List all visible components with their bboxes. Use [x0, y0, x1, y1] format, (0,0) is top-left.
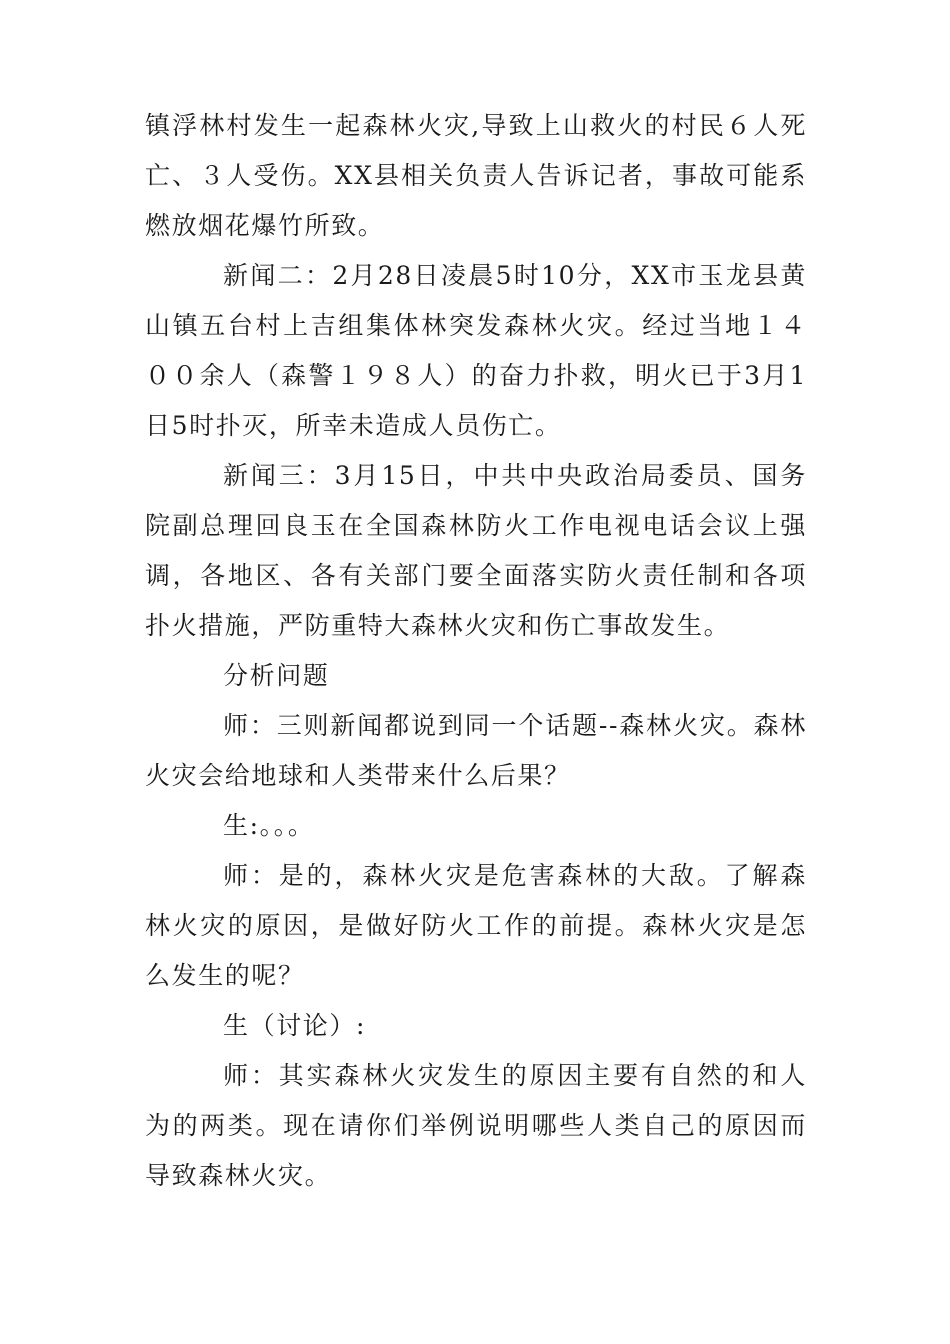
- paragraph-student-discussion: 生（讨论）:: [223, 1011, 367, 1040]
- paragraph-teacher-question-three: 师：其实森林火灾发生的原因主要有自然的和人为的两类。现在请你们举例说明哪些人类自己的原因而导致森林火灾。: [145, 1061, 807, 1190]
- paragraph-teacher-question-one: 师：三则新闻都说到同一个话题--森林火灾。森林火灾会给地球和人类带来什么后果？: [145, 711, 807, 790]
- paragraph-news-two: 新闻二：2月28日凌晨5时10分，XX市玉龙县黄山镇五台村上吉组集体林突发森林火灾。经过当地１４００余人（森警１９８人）的奋力扑救，明火已于3月1日5时扑灭，所幸未造成人员伤亡。: [145, 261, 807, 440]
- paragraph-news-one-continued: 镇浮林村发生一起森林火灾,导致上山救火的村民６人死亡、３人受伤。XX县相关负责人告诉记者，事故可能系燃放烟花爆竹所致。: [145, 111, 807, 240]
- document-body: [145, 101, 807, 1201]
- paragraph-news-three: 新闻三：3月15日，中共中央政治局委员、国务院副总理回良玉在全国森林防火工作电视电话会议上强调，各地区、各有关部门要全面落实防火责任制和各项扑火措施，严防重特大森林火灾和伤亡事故发生。: [145, 461, 807, 640]
- paragraph-teacher-question-two: 师：是的，森林火灾是危害森林的大敌。了解森林火灾的原因，是做好防火工作的前提。森林火灾是怎么发生的呢？: [145, 861, 807, 990]
- section-heading-analysis: 分析问题: [223, 661, 330, 690]
- paragraph-student-reply-one: 生:。。。: [223, 811, 315, 840]
